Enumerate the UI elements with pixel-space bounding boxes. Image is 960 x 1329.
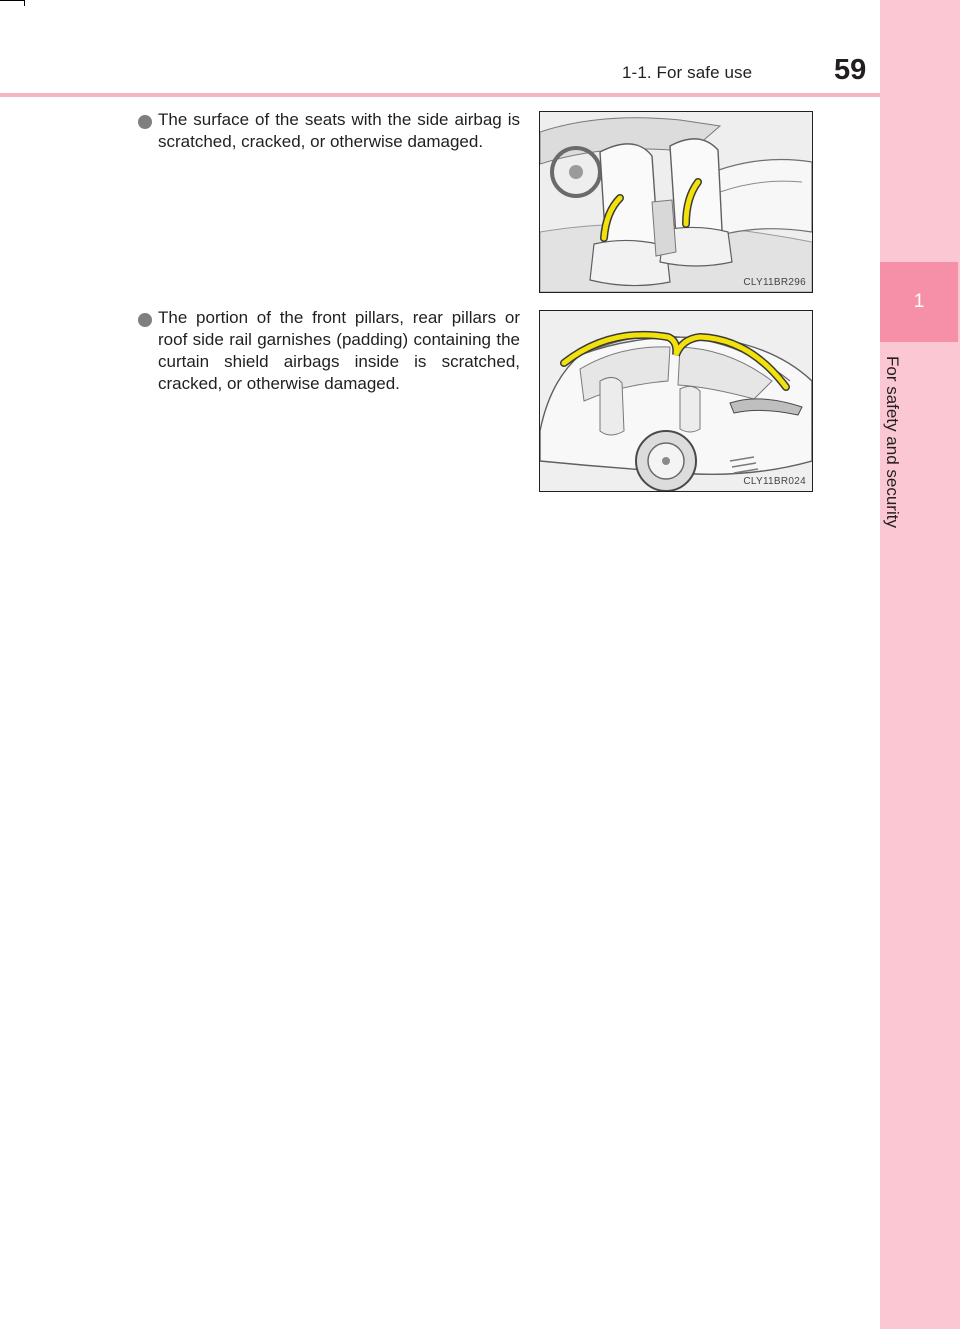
bullet-icon <box>138 115 152 129</box>
list-item-text: The surface of the seats with the side airbag is scratched, cracked, or otherwise damaged. <box>158 110 520 151</box>
figure-code: CLY11BR024 <box>743 476 806 487</box>
figure-code: CLY11BR296 <box>743 277 806 288</box>
section-title: 1-1. For safe use <box>622 63 753 82</box>
list-item <box>138 109 520 153</box>
crop-mark <box>0 0 24 1</box>
chapter-title: For safety and security <box>883 356 902 528</box>
list-item-text: The portion of the front pillars, rear pillars or roof side rail garnishes (padding) containing the curtain shield airbags inside is scratched, cracked, or otherwise damaged. <box>158 308 520 393</box>
chapter-number: 1 <box>913 291 925 312</box>
seat-illustration <box>540 112 812 292</box>
page-number: 59 <box>834 54 867 86</box>
seat-airbag-figure <box>539 111 813 293</box>
chapter-tab[interactable] <box>880 262 958 342</box>
crop-mark <box>24 0 25 6</box>
list-item <box>138 307 520 395</box>
car-illustration <box>540 311 812 491</box>
chapter-side-band <box>880 0 960 1329</box>
chapter-title-wrap <box>874 356 902 556</box>
curtain-airbag-figure <box>539 310 813 492</box>
header-rule <box>0 93 880 97</box>
bullet-icon <box>138 313 152 327</box>
